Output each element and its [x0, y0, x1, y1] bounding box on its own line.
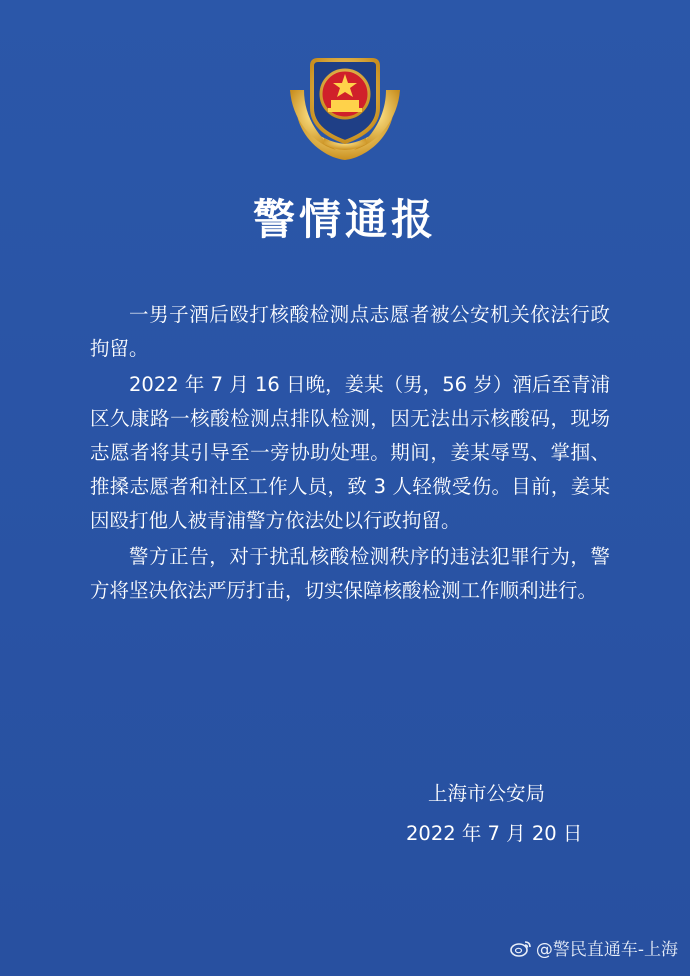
paragraph-summary: 一男子酒后殴打核酸检测点志愿者被公安机关依法行政拘留。 — [90, 303, 610, 360]
signature-block — [400, 774, 590, 854]
paragraph-details: 2022 年 7 月 16 日晚，姜某（男，56 岁）酒后至青浦区久康路一核酸检测点排队检测，因无法出示核酸码，现场志愿者将其引导至一旁协助处理。期间，姜某辱骂、掌掴、推搡志愿者和社区工作人员，致 3 人轻微受伤。目前，姜某因殴打他人被青浦警方依法处以行政拘留。 — [90, 373, 610, 532]
issue-date: 2022 年 7 月 20 日 — [406, 822, 583, 845]
weibo-watermark — [510, 935, 678, 960]
watermark-text: @警民直通车-上海 — [535, 940, 678, 960]
notice-body — [90, 298, 610, 610]
issuing-organization: 上海市公安局 — [428, 782, 546, 805]
paragraph-warning: 警方正告，对于扰乱核酸检测秩序的违法犯罪行为，警方将坚决依法严厉打击，切实保障核酸检测工作顺利进行。 — [90, 545, 610, 602]
weibo-icon — [510, 939, 532, 957]
page-title: 警情通报 — [252, 195, 437, 244]
police-emblem-icon — [286, 50, 404, 162]
